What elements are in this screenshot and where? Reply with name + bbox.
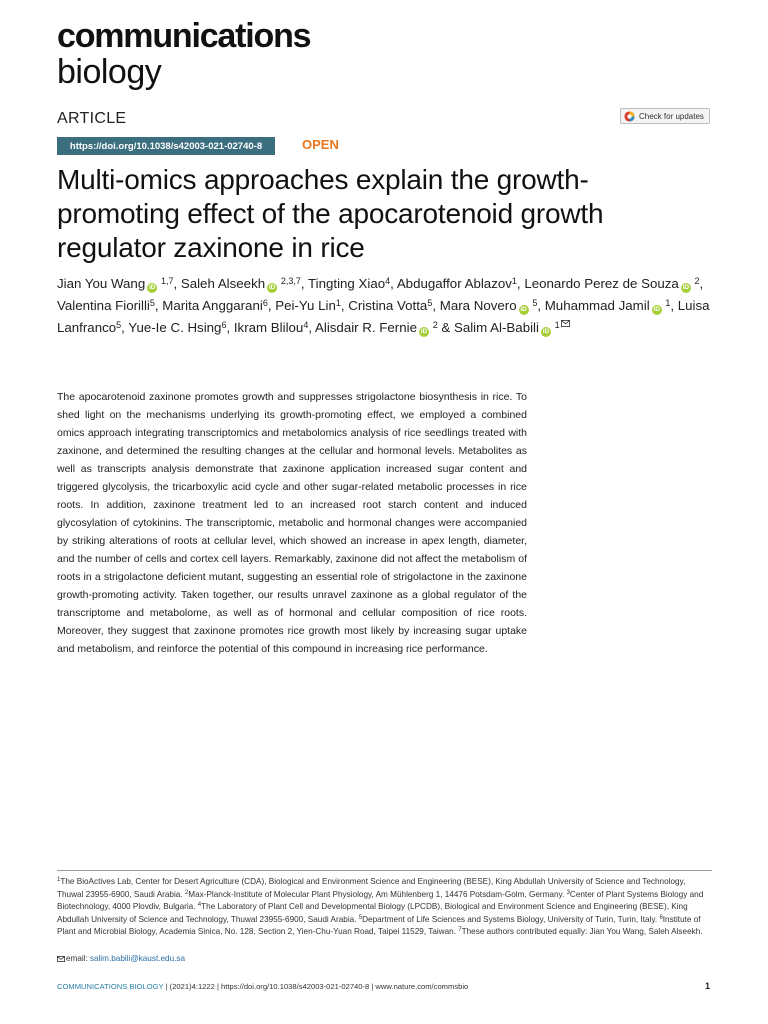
author-affiliation-sup: 5 xyxy=(532,298,538,308)
affiliation-text: Center of Plant Systems Biology and Biotechnology, 4000 Plovdiv, Bulgaria. xyxy=(57,889,704,912)
corresponding-email xyxy=(57,954,185,963)
author-name[interactable]: Salim Al-Babili xyxy=(453,320,539,335)
abstract: The apocarotenoid zaxinone promotes growth and suppresses strigolactone biosynthesis in rice. To shed light on the mechanisms underlying its growth-promoting effect, we employed a combined omics approach integrating transcriptomics and metabolomics analysis of rice seedlings treated with zaxinone, and determined the resulting changes at the cellular and hormonal levels. Metabolites as well as transcripts analysis demonstrate that zaxinone application increased sugar content and triggered glycolysis, the tricarboxylic acid cycle and other sugar-related metabolic processes in rice roots. In addition, zaxinone treatment led to an increased root starch content and induced glycosylation of cytokinins. The transcriptomic, metabolic and hormonal changes were accompanied by striking alterations of roots at cellular level, which showed an increase in apex length, diameter, and the number of cells and cortex cell layers. Remarkably, zaxinone did not affect the metabolism of roots in a strigolactone deficient mutant, suggesting an essential role of strigolactone in the zaxinone growth-promoting activity. Taken together, our results unravel zaxinone as a global regulator of the transcriptome and metabolome, as well as of hormonal and cellular composition of rice roots. Moreover, they suggest that zaxinone promotes rice growth most likely by increasing sugar uptake and metabolism, and reinforce the potential of this compound in increasing rice performance. xyxy=(57,391,527,655)
affiliation-number: 3 xyxy=(566,889,570,896)
running-footer xyxy=(57,982,468,991)
author-name[interactable]: Alisdair R. Fernie xyxy=(315,320,417,335)
orcid-icon[interactable]: iD xyxy=(520,306,527,313)
author-affiliation-sup: 5 xyxy=(427,298,433,308)
open-access-label: OPEN xyxy=(302,137,339,152)
orcid-icon[interactable]: iD xyxy=(268,284,276,291)
affiliation-number: 6 xyxy=(659,914,663,921)
footnote-divider xyxy=(57,870,712,871)
author-affiliation-sup: 1 xyxy=(335,298,341,308)
affiliation-number: 5 xyxy=(358,914,363,921)
affiliation-number: 1 xyxy=(57,877,61,883)
affiliation-number: 4 xyxy=(197,902,202,909)
affiliation-text: The Laboratory of Plant Cell and Developmental Biology (LPCDB), Biological and Environment Science and Engineering (BESE), King Abdullah University of Science and Technology, Thuwal 23955-6900, Saudi Arabia. xyxy=(57,902,688,924)
author-name[interactable]: Mara Novero xyxy=(439,298,517,313)
footer-journal-name[interactable]: COMMUNICATIONS BIOLOGY xyxy=(57,982,164,991)
corresponding-author-mail-icon xyxy=(561,320,570,327)
journal-name-line2: biology xyxy=(57,53,162,91)
affiliations xyxy=(57,876,713,939)
author-affiliation-sup: 6 xyxy=(221,320,227,330)
author-name[interactable]: Pei-Yu Lin xyxy=(275,298,336,313)
doi-link-badge[interactable]: https://doi.org/10.1038/s42003-021-02740-8 xyxy=(57,137,275,155)
affiliation-number: 7 xyxy=(458,927,462,934)
author-affiliation-sup: 5 xyxy=(149,298,155,308)
author-affiliation-sup: 1,7 xyxy=(160,276,174,286)
author-name[interactable]: Cristina Votta xyxy=(348,298,428,313)
orcid-icon[interactable]: iD xyxy=(420,328,428,335)
author-affiliation-sup: 6 xyxy=(262,298,268,308)
orcid-icon[interactable]: iD xyxy=(682,284,690,291)
author-name[interactable]: Jian You Wang xyxy=(57,276,146,291)
affiliation-text: These authors contributed equally: Jian You Wang, Saleh Alseekh. xyxy=(461,927,703,937)
check-for-updates-button[interactable] xyxy=(620,108,710,124)
author-name[interactable]: Yue-Ie C. Hsing xyxy=(128,320,222,335)
orcid-icon[interactable]: iD xyxy=(542,328,550,335)
affiliation-text: Department of Life Sciences and Systems Biology, University of Turin, Turin, Italy. xyxy=(362,914,660,924)
affiliation-text: Institute of Plant and Microbial Biology, Academia Sinica, No. 128, Section 2, Yien-Chu-Yuan Road, Taipei 11529, Taiwan. xyxy=(57,914,701,937)
author-name[interactable]: Valentina Fiorilli xyxy=(57,298,150,313)
affiliation-text: Max-Planck-Institute of Molecular Plant Physiology, Am Mühlenberg 1, 14476 Potsdam-Golm, Germany. xyxy=(188,889,567,899)
author-name[interactable]: Muhammad Jamil xyxy=(544,298,650,313)
author-affiliation-sup: 2 xyxy=(432,320,438,330)
article-title: Multi-omics approaches explain the growth-promoting effect of the apocarotenoid growth regulator zaxinone in rice xyxy=(57,164,604,263)
crossmark-icon xyxy=(624,111,635,122)
author-name[interactable]: Ikram Blilou xyxy=(233,320,304,335)
author-affiliation-sup: 2 xyxy=(694,276,700,286)
author-affiliation-sup: 5 xyxy=(116,320,122,330)
author-affiliation-sup: 4 xyxy=(385,276,391,286)
author-affiliation-sup: 1 xyxy=(665,298,671,308)
author-name[interactable]: Tingting Xiao xyxy=(308,276,386,291)
author-affiliation-sup: 1 xyxy=(511,276,517,286)
author-name[interactable]: Leonardo Perez de Souza xyxy=(524,276,679,291)
page-number: 1 xyxy=(705,981,711,991)
author-name[interactable]: Marita Anggarani xyxy=(162,298,263,313)
journal-name-line1: communications xyxy=(57,17,311,55)
email-link[interactable]: salim.babili@kaust.edu.sa xyxy=(89,954,186,963)
author-list: Jian You Wang iD $^{1,7}$, Saleh Alseekh iD $^{2,3,7}$, Tingting Xiao$^4$, Abdugaffor Ablazov$^1$, Leonardo Perez de Souza iD $^2$, Valentina Fiorilli$^5$, Marita Anggarani$^6$, Pei-Yu Lin$^1$, Cristina Votta$^5$, Mara Novero iD $^5$, Muhammad Jamil iD $^1$, Luisa Lanfranco$^5$, Yue-Ie C. Hsing$^6$, Ikram Blilou$^4$, Alisdair R. Fernie iD $^2$ & Salim Al-Babili iD $^1$ xyxy=(57,276,710,335)
author-name[interactable]: Saleh Alseekh xyxy=(180,276,266,291)
author-affiliation-sup: 2,3,7 xyxy=(280,276,301,286)
author-affiliation-sup: 4 xyxy=(303,320,309,330)
affiliation-text: The BioActives Lab, Center for Desert Agriculture (CDA), Biological and Environment Science and Engineering (BESE), King Abdullah University of Science and Technology, Thuwal 23955-6900, Saudi Arabia. xyxy=(57,877,686,899)
email-label: email: xyxy=(66,954,88,963)
author-affiliation-sup: 1 xyxy=(554,320,560,330)
affiliation-number: 2 xyxy=(184,889,189,896)
author-name[interactable]: Luisa Lanfranco xyxy=(57,298,710,335)
footer-citation: | (2021)4:1222 | https://doi.org/10.1038/s42003-021-02740-8 | www.nature.com/commsbio xyxy=(165,982,469,991)
envelope-icon xyxy=(57,956,65,962)
author-name[interactable]: Abdugaffor Ablazov xyxy=(396,276,512,291)
article-type-label: ARTICLE xyxy=(57,110,127,127)
orcid-icon[interactable]: iD xyxy=(653,306,660,313)
check-for-updates-label: Check for updates xyxy=(639,111,704,121)
orcid-icon[interactable]: iD xyxy=(148,284,156,291)
